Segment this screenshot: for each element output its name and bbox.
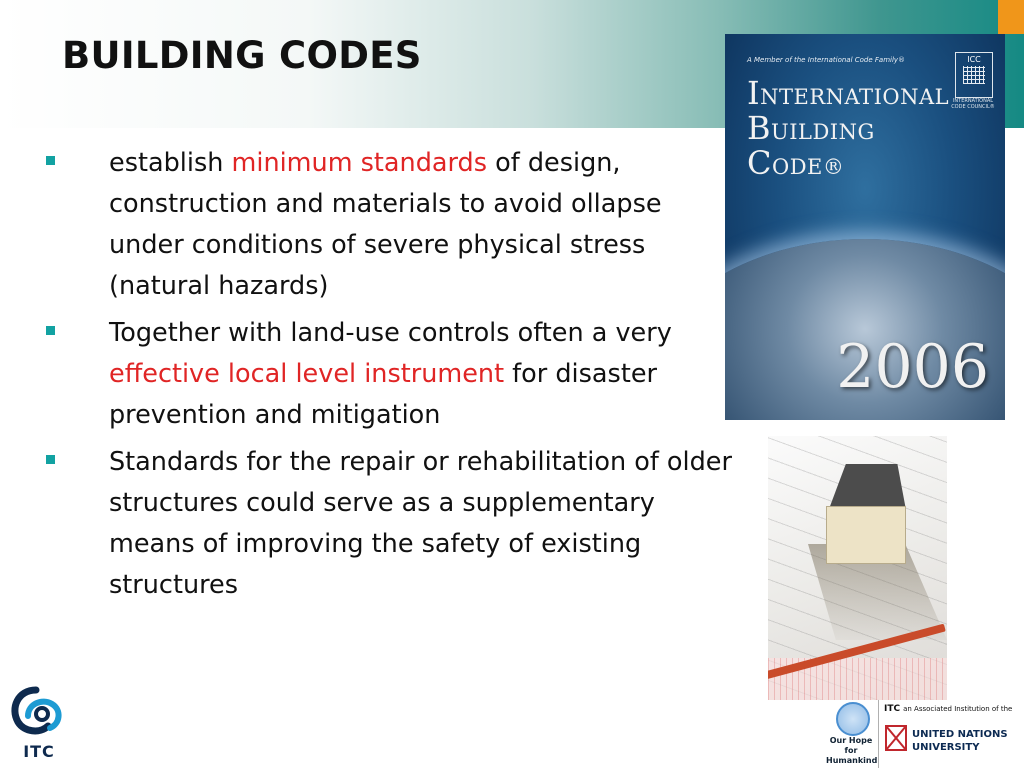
icc-subtext: INTERNATIONAL CODE COUNCIL® <box>951 98 995 110</box>
bullet-item <box>42 442 732 606</box>
unu-name: UNITED NATIONS UNIVERSITY <box>912 729 1008 753</box>
bullet-text: Standards for the repair or rehabilitation of older structures could serve as a supplementary means of improving the safety of existing structures <box>109 447 732 600</box>
un-affiliation-bar <box>826 700 1024 768</box>
un-emblem-icon <box>836 702 870 736</box>
cover-title-line1: INTERNATIONAL <box>747 74 950 112</box>
cover-title-line2: BUILDING <box>747 109 875 147</box>
itc-association-line: ITC an Associated Institution of the <box>884 704 1013 714</box>
itc-logo <box>6 682 72 766</box>
bullet-text <box>109 313 732 436</box>
highlighted-term: effective local level instrument <box>109 359 505 389</box>
icc-logo-icon: ICC <box>955 52 993 98</box>
itc-swirl-icon <box>6 682 72 742</box>
cover-title-line3: CODE® <box>747 144 845 182</box>
corner-accent-tab <box>998 0 1024 34</box>
bullet-list <box>42 143 732 612</box>
cover-tagline: A Member of the International Code Family® <box>747 56 906 64</box>
bullet-text <box>109 143 732 307</box>
highlighted-term: minimum standards <box>231 148 488 178</box>
bullet-text-end: for disaster prevention and mitigation <box>109 359 657 430</box>
house-body <box>826 506 906 564</box>
model-house-photo <box>768 436 947 700</box>
unu-logo-icon <box>884 724 908 752</box>
bullet-marker-icon <box>46 156 55 165</box>
bullet-text-start: Together with land-use controls often a very <box>109 318 672 348</box>
bullet-marker-icon <box>46 326 55 335</box>
bullet-item <box>42 143 732 307</box>
bullet-marker-icon <box>46 455 55 464</box>
ibc-book-cover-image <box>725 34 1005 420</box>
divider <box>878 700 879 768</box>
bullet-text-end: of design, construction and materials to avoid ollapse under conditions of severe physical stress (natural hazards) <box>109 148 662 301</box>
un-tagline: Our Hope for Humankind <box>826 736 878 765</box>
bullet-text-start: establish <box>109 148 232 178</box>
cover-year: 2006 <box>836 332 989 402</box>
itc-logo-text: ITC <box>23 742 55 761</box>
page-title: BUILDING CODES <box>62 34 422 77</box>
bullet-item <box>42 313 732 436</box>
